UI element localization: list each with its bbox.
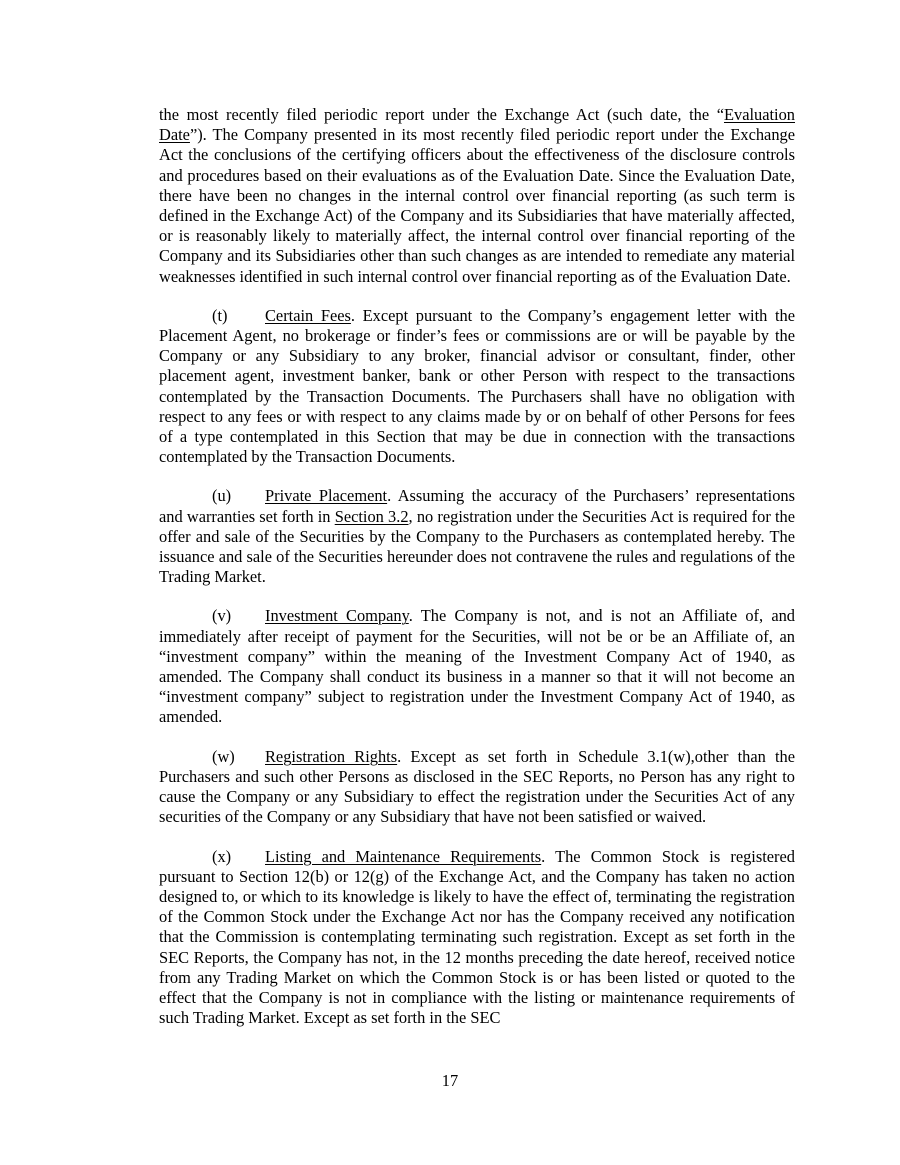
section-w-paragraph: [159, 747, 795, 828]
section-u-label: (u): [212, 486, 232, 506]
section-w-label: (w): [212, 746, 235, 766]
section-u-body-pre: . Assuming the accuracy of the Purchasers’ representations and warranties set forth in: [159, 486, 796, 526]
section-v-heading: Investment Company: [265, 606, 409, 626]
section-w-body: . Except as set forth in Schedule 3.1(w),other than the Purchasers and such other Persons as disclosed in the SEC Reports, no Person has any right to cause the Company or any Subsidiary to effect the registration under the Securities Act of any securities of the Company or any Subsidiary that have not been satisfied or waived.: [159, 746, 796, 827]
section-v-paragraph: [159, 606, 795, 727]
section-t-label: (t): [212, 305, 228, 325]
section-t-body: . Except pursuant to the Company’s engagement letter with the Placement Agent, no brokerage or finder’s fees or commissions are or will be payable by the Company or any Subsidiary to any broker, financial advisor or consultant, finder, other placement agent, investment banker, bank or other Person with respect to the transactions contemplated by the Transaction Documents. The Purchasers shall have no obligation with respect to any fees or with respect to any claims made by or on behalf of other Persons for fees of a type contemplated in this Section that may be due in connection with the transactions contemplated by the Transaction Documents.: [159, 305, 796, 467]
intro-text-1: the most recently filed periodic report under the Exchange Act (such date, the “: [159, 105, 724, 124]
intro-text-2: ”). The Company presented in its most recently filed periodic report under the Exchange Act the conclusions of the certifying officers about the effectiveness of the disclosure controls and procedures based on their evaluations as of the Evaluation Date. Since the Evaluation Date, there have been no changes in the internal control over financial reporting (as such term is defined in the Exchange Act) of the Company and its Subsidiaries that have materially affected, or is reasonably likely to materially affect, the internal control over financial reporting of the Company and its Subsidiaries other than such changes as are intended to remediate any material weaknesses identified in such internal control over financial reporting as of the Evaluation Date.: [159, 125, 795, 286]
section-x-heading: Listing and Maintenance Requirements: [265, 846, 542, 866]
section-t-heading: Certain Fees: [265, 305, 351, 325]
evaluation-date-term: Evaluation Date: [159, 105, 795, 145]
section-x-paragraph: [159, 847, 795, 1029]
section-x-label: (x): [212, 846, 232, 866]
intro-paragraph: [159, 105, 795, 287]
section-w-heading: Registration Rights: [265, 746, 398, 766]
section-3-2-reference: Section 3.2: [334, 506, 409, 526]
section-u-paragraph: [159, 486, 795, 587]
section-x-body: . The Common Stock is registered pursuant to Section 12(b) or 12(g) of the Exchange Act, and the Company has taken no action designed to, or which to its knowledge is likely to have the effect of, terminating the registration of the Common Stock under the Exchange Act nor has the Company received any notification that the Commission is contemplating terminating such registration. Except as set forth in the SEC Reports, the Company has not, in the 12 months preceding the date hereof, received notice from any Trading Market on which the Common Stock is or has been listed or quoted to the effect that the Company is not in compliance with the listing or maintenance requirements of such Trading Market. Except as set forth in the SEC: [159, 846, 795, 1028]
document-page: [159, 105, 795, 1047]
section-v-body: . The Company is not, and is not an Affiliate of, and immediately after receipt of payment for the Securities, will not be or be an Affiliate of, an “investment company” within the meaning of the Investment Company Act of 1940, as amended. The Company shall conduct its business in a manner so that it will not become an “investment company” subject to registration under the Investment Company Act of 1940, as amended.: [159, 606, 795, 727]
page-number: 17: [441, 1071, 459, 1090]
section-u-body-post: , no registration under the Securities Act is required for the offer and sale of the Securities by the Company to the Purchasers as contemplated hereby. The issuance and sale of the Securities hereunder does not contravene the rules and regulations of the Trading Market.: [159, 506, 795, 587]
section-v-label: (v): [212, 606, 232, 626]
section-u-heading: Private Placement: [265, 486, 388, 506]
section-t-paragraph: [159, 306, 795, 468]
